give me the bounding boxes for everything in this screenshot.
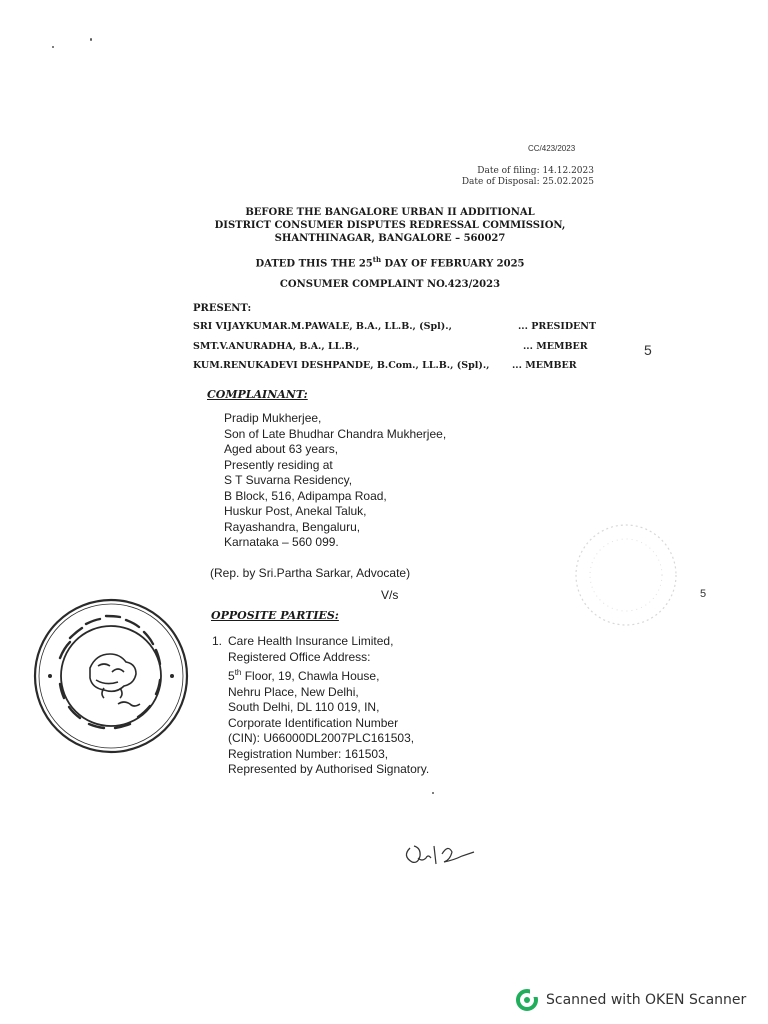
party-line: (CIN): U66000DL2007PLC161503, [228,731,415,745]
official-seal-icon [30,596,192,756]
oken-scanner-logo-icon [516,989,538,1011]
complainant-representation: (Rep. by Sri.Partha Sarkar, Advocate) [210,566,411,580]
commission-heading [150,206,630,245]
scanner-text: Scanned with OKEN Scanner [546,992,747,1008]
party-line: Nehru Place, New Delhi, [228,684,359,699]
member-role: ... MEMBER [523,341,588,352]
complainant-address [224,411,446,551]
faint-seal-icon [566,520,686,630]
address-line: Son of Late Bhudhar Chandra Mukherjee, [224,426,447,441]
address-line: Huskur Post, Anekal Taluk, [224,504,367,518]
party-line: South Delhi, DL 110 019, IN, [228,700,380,714]
date-of-filing: Date of filing: 14.12.2023 [477,166,594,176]
address-line: S T Suvarna Residency, [224,473,353,487]
address-line: Aged about 63 years, [224,442,339,456]
member-row [193,360,613,371]
floor-rest: Floor, 19, Chawla House, [241,669,380,683]
case-reference: CC/423/2023 [528,144,576,153]
floor-number: 5 [228,669,235,683]
heading-line-1: BEFORE THE BANGALORE URBAN II ADDITIONAL [245,207,535,218]
member-name: SRI VIJAYKUMAR.M.PAWALE, B.A., LL.B., (Spl)., [193,321,452,332]
scanner-watermark [516,989,746,1011]
address-line: Pradip Mukherjee, [224,411,322,425]
party-line: Registered Office Address: [228,649,371,664]
address-line: Karnataka – 560 099. [224,535,339,549]
complainant-title: COMPLAINANT: [207,388,308,401]
address-line: Rayashandra, Bengaluru, [224,519,361,534]
member-role: ... PRESIDENT [518,321,597,332]
present-label: PRESENT: [193,303,252,314]
floor-sup: th [234,668,242,677]
heading-line-3: SHANTHINAGAR, BANGALORE – 560027 [274,233,506,244]
party-line [228,665,429,685]
date-of-disposal: Date of Disposal: 25.02.2025 [461,177,594,187]
dated-prefix: DATED THIS THE 25 [255,258,373,270]
party-line: Registration Number: 161503, [228,746,389,761]
member-row [193,321,613,332]
complaint-number: CONSUMER COMPLAINT NO.423/2023 [279,279,501,290]
dust-speck [52,46,54,48]
member-name: SMT.V.ANURADHA, B.A., LL.B., [193,341,360,352]
member-name: KUM.RENUKADEVI DESHPANDE, B.Com., LL.B., (Spl)., [193,360,490,371]
address-line: B Block, 516, Adipampa Road, [224,488,387,503]
dated-sup: th [372,255,382,264]
versus-label: V/s [381,588,399,602]
dust-speck [90,38,92,41]
member-row [193,341,613,352]
dust-speck [432,792,434,794]
margin-mark: 5 [700,588,707,600]
heading-line-2: DISTRICT CONSUMER DISPUTES REDRESSAL COMMISSION, [214,220,566,231]
filing-dates [462,166,594,188]
signature-icon [400,834,490,874]
opposite-parties-title: OPPOSITE PARTIES: [211,609,339,622]
party-line: Represented by Authorised Signatory. [228,762,430,776]
opposite-party-1 [212,634,429,778]
dated-suffix: DAY OF FEBRUARY 2025 [381,258,525,270]
margin-mark: 5 [644,342,652,358]
party-line: Care Health Insurance Limited, [228,634,394,648]
party-number: 1. [212,634,223,648]
member-role: ... MEMBER [512,360,577,371]
address-line: Presently residing at [224,457,333,472]
dated-line [150,255,630,269]
party-line: Corporate Identification Number [228,715,399,730]
